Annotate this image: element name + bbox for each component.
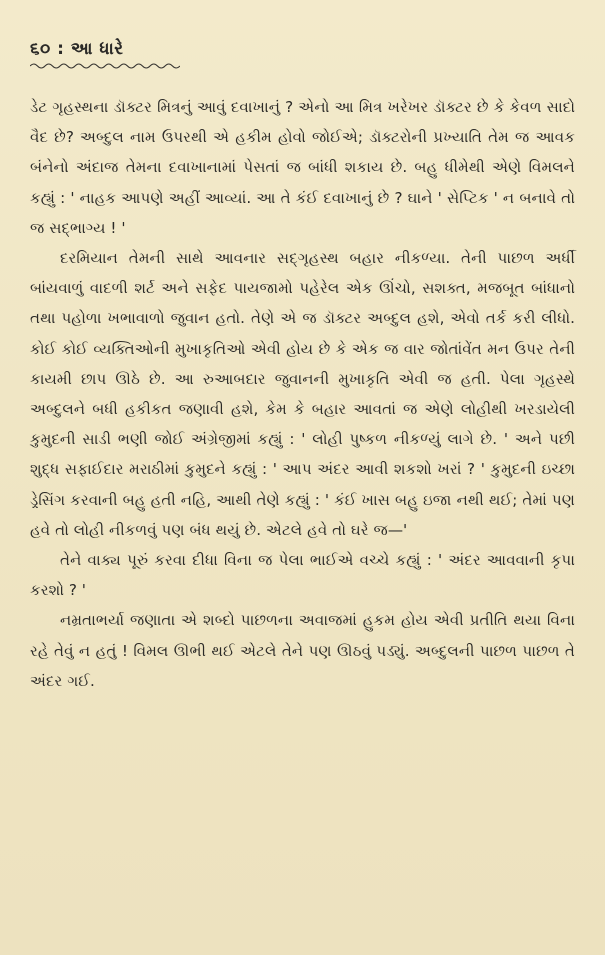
paragraph: નમ્રતાભર્યા જણાતા એ શબ્દો પાછળના અવાજમાં હુકમ હોય એવી પ્રતીતિ થયા વિના રહે તેવું ન હતું ! વિમલ ઊભી થઈ એટલે તેને પણ ઊઠવું પડ્યું. અબ્દુલની પાછળ પાછળ તે અંદર ગઈ. (30, 611, 575, 690)
running-head: ૬૦ : આ ધારે (30, 39, 124, 59)
wavy-ornament-icon (30, 62, 180, 70)
paragraph: ડેટ ગૃહસ્થના ડૉક્ટર મિત્રનું આવું દવાખાનું ? એનો આ મિત્ર ખરેખર ડૉક્ટર છે કે કેવળ સાદો વૈદ છે? અબ્દુલ નામ ઉપરથી એ હકીમ હોવો જોઈએ; ડૉક્ટરોની પ્રખ્યાતિ તેમ જ આવક બંનેનો અંદાજ તેમના દવાખાનામાં પેસતાં જ બાંધી શકાય છે. બહુ ધીમેથી એણે વિમલને કહ્યું : ' નાહક આપણે અહીં આવ્યાં. આ તે કંઈ દવાખાનું છે ? ઘાને ' સેપ્ટિક ' ન બનાવે તો જ સદ્ભાગ્ય ! ' (30, 98, 575, 237)
paragraph: દરમિયાન તેમની સાથે આવનાર સદ્ગૃહસ્થ બહાર નીકળ્યા. તેની પાછળ અર્ધી બાંયવાળું વાદળી શર્ટ અને સફેદ પાયજામો પહેરેલ એક ઊંચો, સશક્ત, મજબૂત બાંધાનો તથા પહોળા ખભાવાળો જુવાન હતો. તેણે એ જ ડૉક્ટર અબ્દુલ હશે, એવો તર્ક કરી લીધો. કોઈ કોઈ વ્યક્તિઓની મુખાકૃતિઓ એવી હોય છે કે એક જ વાર જોતાંવેંત મન ઉપર તેની કાયમી છાપ ઊઠે છે. આ રુઆબદાર જુવાનની મુખાકૃતિ એવી જ હતી. પેલા ગૃહસ્થે અબ્દુલને બધી હકીકત જણાવી હશે, કેમ કે બહાર આવતાં જ એણે લોહીથી ખરડાયેલી કુમુદની સાડી ભણી જોઈ અંગ્રેજીમાં કહ્યું : ' લોહી પુષ્કળ નીકળ્યું લાગે છે. ' અને પછી શુદ્ધ સફાઈદાર મરાઠીમાં કુમુદને કહ્યું : ' આપ અંદર આવી શકશો ખરાં ? ' કુમુદની ઇચ્છા ડ્રેસિંગ કરવાની બહુ હતી નહિ, આથી તેણે કહ્યું : ' કંઈ ખાસ બહુ ઇજા નથી થઈ; તેમાં પણ હવે તો લોહી નીકળવું પણ બંધ થયું છે. એટલે હવે તો ઘરે જ—' (30, 249, 575, 539)
body-text (30, 92, 575, 696)
paragraph: તેને વાક્ય પૂરું કરવા દીધા વિના જ પેલા ભાઈએ વચ્ચે કહ્યું : ' અંદર આવવાની કૃપા કરશો ? ' (30, 551, 575, 600)
